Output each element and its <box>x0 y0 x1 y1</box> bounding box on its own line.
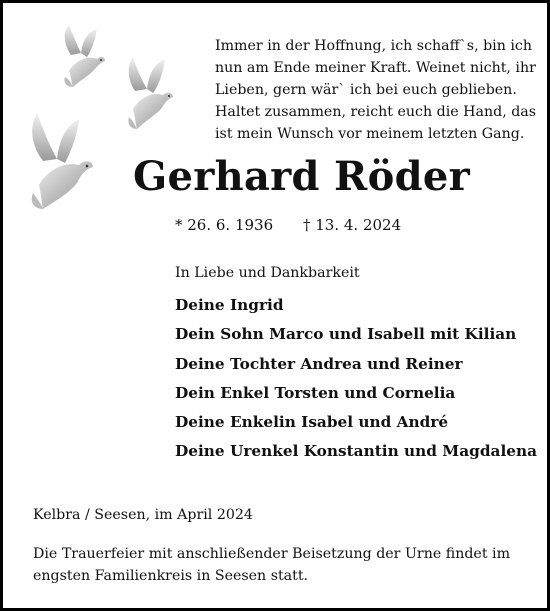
poem-line: nun am Ende meiner Kraft. Weinet nicht, ihr <box>215 60 536 76</box>
funeral-note-line: engsten Familienkreis in Seesen statt. <box>33 568 309 584</box>
dove-icon <box>64 25 105 87</box>
place-date: Kelbra / Seesen, im April 2024 <box>33 507 253 523</box>
deceased-name: Gerhard Röder <box>133 153 470 200</box>
mourners-intro: In Liebe und Dankbarkeit <box>175 265 360 281</box>
poem-line: ist mein Wunsch vor meinem letzten Gang. <box>215 126 525 142</box>
life-dates <box>175 216 402 234</box>
poem-line: Lieben, gern wär` ich bei euch geblieben. <box>215 82 517 98</box>
death-date: † 13. 4. 2024 <box>303 216 402 234</box>
funeral-note-line: Die Trauerfeier mit anschließender Beisetzung der Urne findet im <box>33 546 511 562</box>
poem-line: Haltet zusammen, reicht euch die Hand, das <box>215 104 537 120</box>
mourner-line: Deine Urenkel Konstantin und Magdalena <box>175 442 538 461</box>
mourner-line: Dein Sohn Marco und Isabell mit Kilian <box>175 325 517 344</box>
poem-line: Immer in der Hoffnung, ich schaff`s, bin ich <box>215 38 532 54</box>
dove-icon <box>32 113 93 209</box>
mourner-line: Dein Enkel Torsten und Cornelia <box>175 383 456 402</box>
mourner-line: Deine Ingrid <box>175 296 284 314</box>
mourner-line: Deine Tochter Andrea und Reiner <box>175 354 463 373</box>
mourner-line: Deine Enkelin Isabel und André <box>175 413 449 432</box>
mourners-list <box>175 291 537 467</box>
birth-date: * 26. 6. 1936 <box>175 216 274 234</box>
dove-icon <box>128 57 173 129</box>
funeral-note <box>33 543 533 587</box>
poem-text <box>215 35 535 145</box>
